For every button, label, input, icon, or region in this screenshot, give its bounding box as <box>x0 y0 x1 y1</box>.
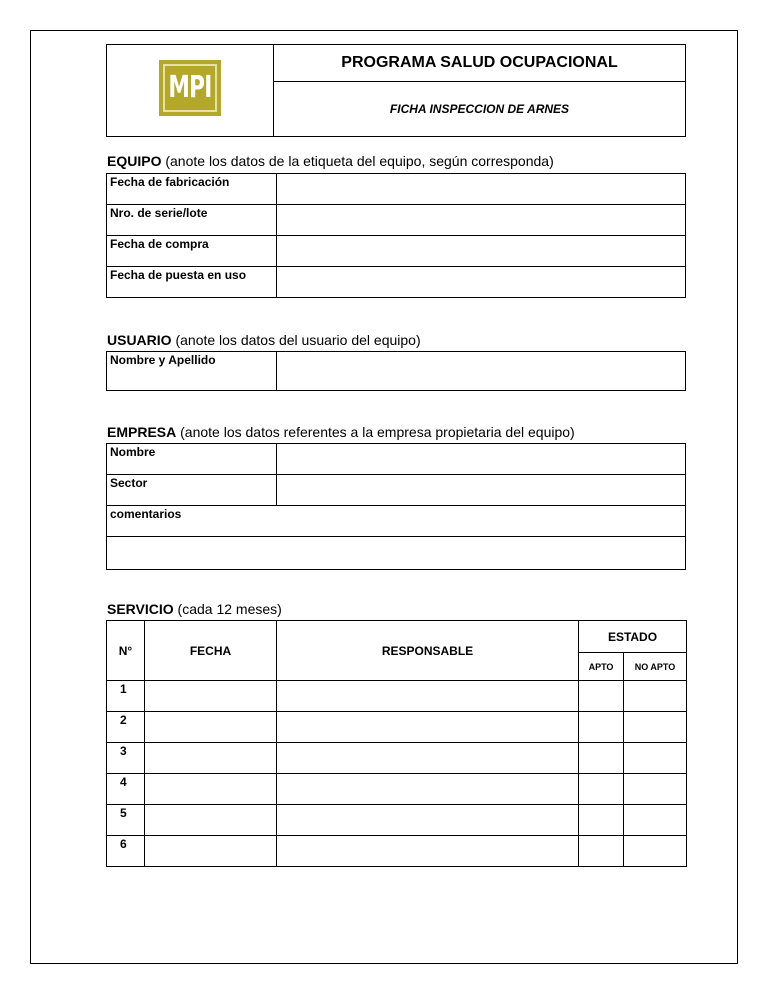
logo-text: MPI <box>168 70 212 105</box>
responsable-cell[interactable] <box>277 774 579 805</box>
fecha-puesta-uso-input[interactable] <box>277 267 686 298</box>
fecha-cell[interactable] <box>145 681 277 712</box>
responsable-cell[interactable] <box>277 681 579 712</box>
no-apto-cell[interactable] <box>624 712 687 743</box>
empresa-nombre-input[interactable] <box>277 444 686 475</box>
fecha-cell[interactable] <box>145 774 277 805</box>
nombre-apellido-input[interactable] <box>277 352 686 391</box>
fecha-cell[interactable] <box>145 712 277 743</box>
col-header-fecha: FECHA <box>145 621 277 681</box>
field-label: Fecha de fabricación <box>107 174 277 205</box>
document-subtitle: FICHA INSPECCION DE ARNES <box>274 82 686 137</box>
no-apto-cell[interactable] <box>624 681 687 712</box>
fecha-compra-input[interactable] <box>277 236 686 267</box>
table-row <box>107 743 687 774</box>
header-table <box>106 44 686 137</box>
fecha-cell[interactable] <box>145 805 277 836</box>
no-apto-cell[interactable] <box>624 774 687 805</box>
usuario-heading <box>107 332 421 348</box>
equipo-table <box>106 173 686 298</box>
table-row <box>107 836 687 867</box>
servicio-heading-label: SERVICIO <box>107 601 174 617</box>
row-number: 1 <box>107 681 145 712</box>
responsable-cell[interactable] <box>277 743 579 774</box>
empresa-heading <box>107 424 575 440</box>
empresa-heading-label: EMPRESA <box>107 424 177 440</box>
usuario-table <box>106 351 686 391</box>
row-number: 4 <box>107 774 145 805</box>
field-label: Fecha de puesta en uso <box>107 267 277 298</box>
table-row <box>107 805 687 836</box>
col-header-estado: ESTADO <box>579 621 687 653</box>
usuario-heading-label: USUARIO <box>107 332 172 348</box>
empresa-table <box>106 443 686 570</box>
empresa-sector-input[interactable] <box>277 475 686 506</box>
comentarios-input[interactable] <box>107 537 686 570</box>
field-label: Sector <box>107 475 277 506</box>
logo-cell <box>107 45 274 137</box>
equipo-heading <box>107 153 554 169</box>
col-header-num: N° <box>107 621 145 681</box>
no-apto-cell[interactable] <box>624 805 687 836</box>
apto-cell[interactable] <box>579 774 624 805</box>
servicio-heading <box>107 601 282 617</box>
row-number: 5 <box>107 805 145 836</box>
equipo-heading-label: EQUIPO <box>107 153 162 169</box>
no-apto-cell[interactable] <box>624 743 687 774</box>
field-label: Nro. de serie/lote <box>107 205 277 236</box>
no-apto-cell[interactable] <box>624 836 687 867</box>
servicio-table <box>106 620 687 867</box>
row-number: 6 <box>107 836 145 867</box>
col-header-responsable: RESPONSABLE <box>277 621 579 681</box>
nro-serie-input[interactable] <box>277 205 686 236</box>
equipo-heading-note: (anote los datos de la etiqueta del equipo, según corresponda) <box>165 153 554 169</box>
responsable-cell[interactable] <box>277 712 579 743</box>
table-row <box>107 774 687 805</box>
apto-cell[interactable] <box>579 681 624 712</box>
apto-cell[interactable] <box>579 712 624 743</box>
servicio-heading-note: (cada 12 meses) <box>177 601 282 617</box>
table-row <box>107 712 687 743</box>
fecha-cell[interactable] <box>145 836 277 867</box>
col-header-apto: APTO <box>579 653 624 681</box>
col-header-no-apto: NO APTO <box>624 653 687 681</box>
fecha-fabricacion-input[interactable] <box>277 174 686 205</box>
document-title: PROGRAMA SALUD OCUPACIONAL <box>274 45 686 82</box>
apto-cell[interactable] <box>579 805 624 836</box>
field-label: Fecha de compra <box>107 236 277 267</box>
apto-cell[interactable] <box>579 743 624 774</box>
comentarios-label: comentarios <box>107 506 686 537</box>
table-row <box>107 681 687 712</box>
responsable-cell[interactable] <box>277 805 579 836</box>
field-label: Nombre <box>107 444 277 475</box>
field-label: Nombre y Apellido <box>107 352 277 391</box>
responsable-cell[interactable] <box>277 836 579 867</box>
mpi-logo <box>159 60 221 116</box>
empresa-heading-note: (anote los datos referentes a la empresa propietaria del equipo) <box>180 424 575 440</box>
apto-cell[interactable] <box>579 836 624 867</box>
row-number: 3 <box>107 743 145 774</box>
fecha-cell[interactable] <box>145 743 277 774</box>
row-number: 2 <box>107 712 145 743</box>
usuario-heading-note: (anote los datos del usuario del equipo) <box>175 332 421 348</box>
